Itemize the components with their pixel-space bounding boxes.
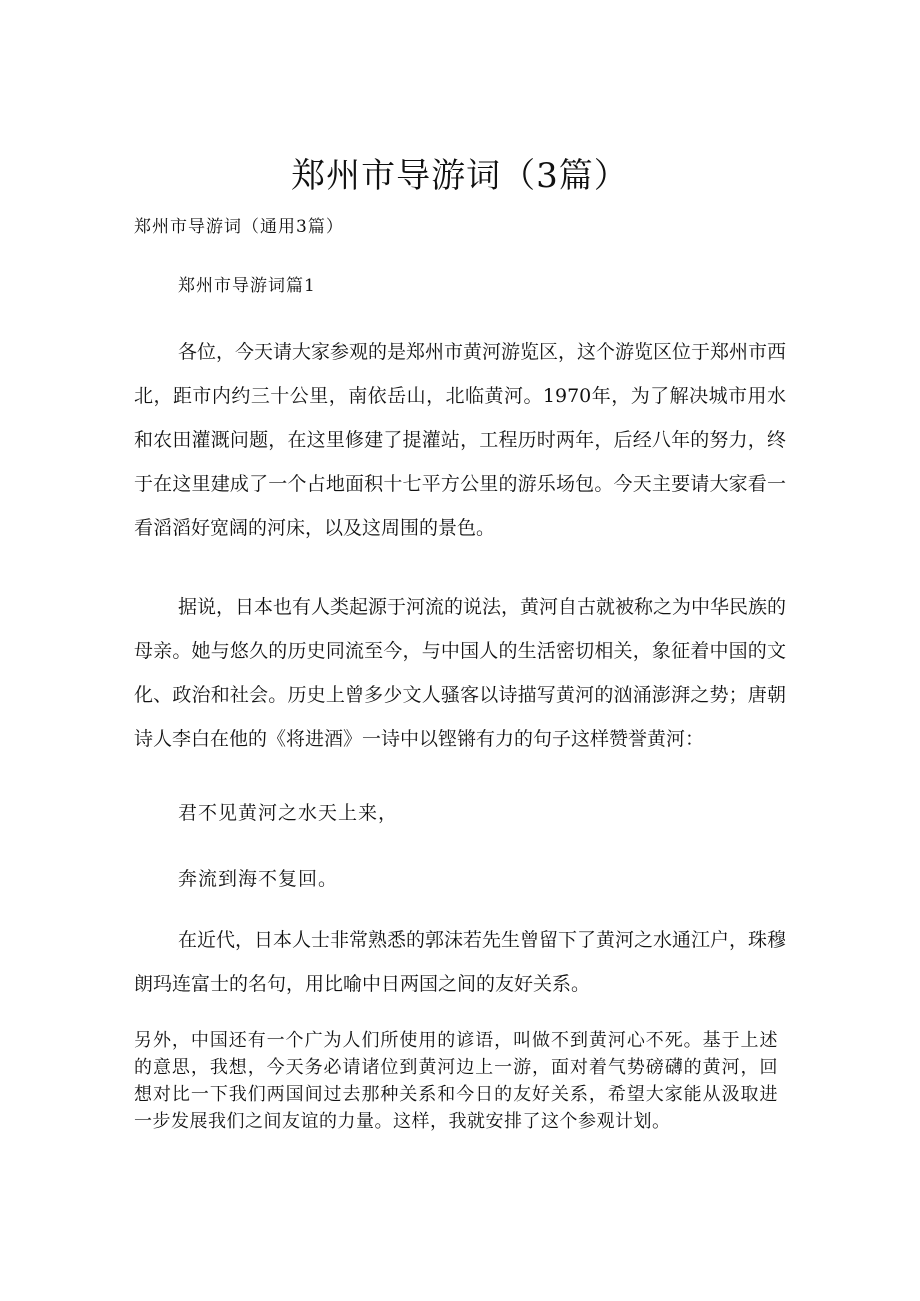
document-subtitle: 郑州市导游词（通用3篇） (134, 217, 344, 237)
poem-line-2: 奔流到海不复回。 (178, 868, 339, 890)
paragraph-intro: 各位，今天请大家参观的是郑州市黄河游览区，这个游览区位于郑州市西北，距市内约三十公里，南依岳山，北临黄河。1970年，为了解决城市用水和农田灌溉问题，在这里修建了提灌站，工程历时两年，后经八年的努力，终于在这里建成了一个占地面积十七平方公里的游乐场包。今天主要请大家看一看滔滔好宽阔的河床，以及这周围的景色。 (134, 341, 787, 539)
document-title: 郑州市导游词（3篇） (291, 156, 629, 196)
paragraph-legend: 据说，日本也有人类起源于河流的说法，黄河自古就被称之为中华民族的母亲。她与悠久的历史同流至今，与中国人的生活密切相关，象征着中国的文化、政治和社会。历史上曾多少文人骚客以诗描写黄河的汹涌澎湃之势；唐朝诗人李白在他的《将进酒》一诗中以铿锵有力的句子这样赞誉黄河： (134, 596, 787, 750)
paragraph-modern: 在近代，日本人士非常熟悉的郭沫若先生曾留下了黄河之水通江户，珠穆朗玛连富士的名句，用比喻中日两国之间的友好关系。 (134, 929, 787, 995)
section-heading: 郑州市导游词篇1 (178, 276, 316, 296)
poem-line-1: 君不见黄河之水天上来， (178, 802, 399, 824)
paragraph-final: 另外，中国还有一个广为人们所使用的谚语，叫做不到黄河心不死。基于上述的意思，我想，今天务必请诸位到黄河边上一游，面对着气势磅礴的黄河，回想对比一下我们两国间过去那种关系和今日的友好关系，希望大家能从汲取进一步发展我们之间友谊的力量。这样，我就安排了这个参观计划。 (134, 1030, 778, 1132)
